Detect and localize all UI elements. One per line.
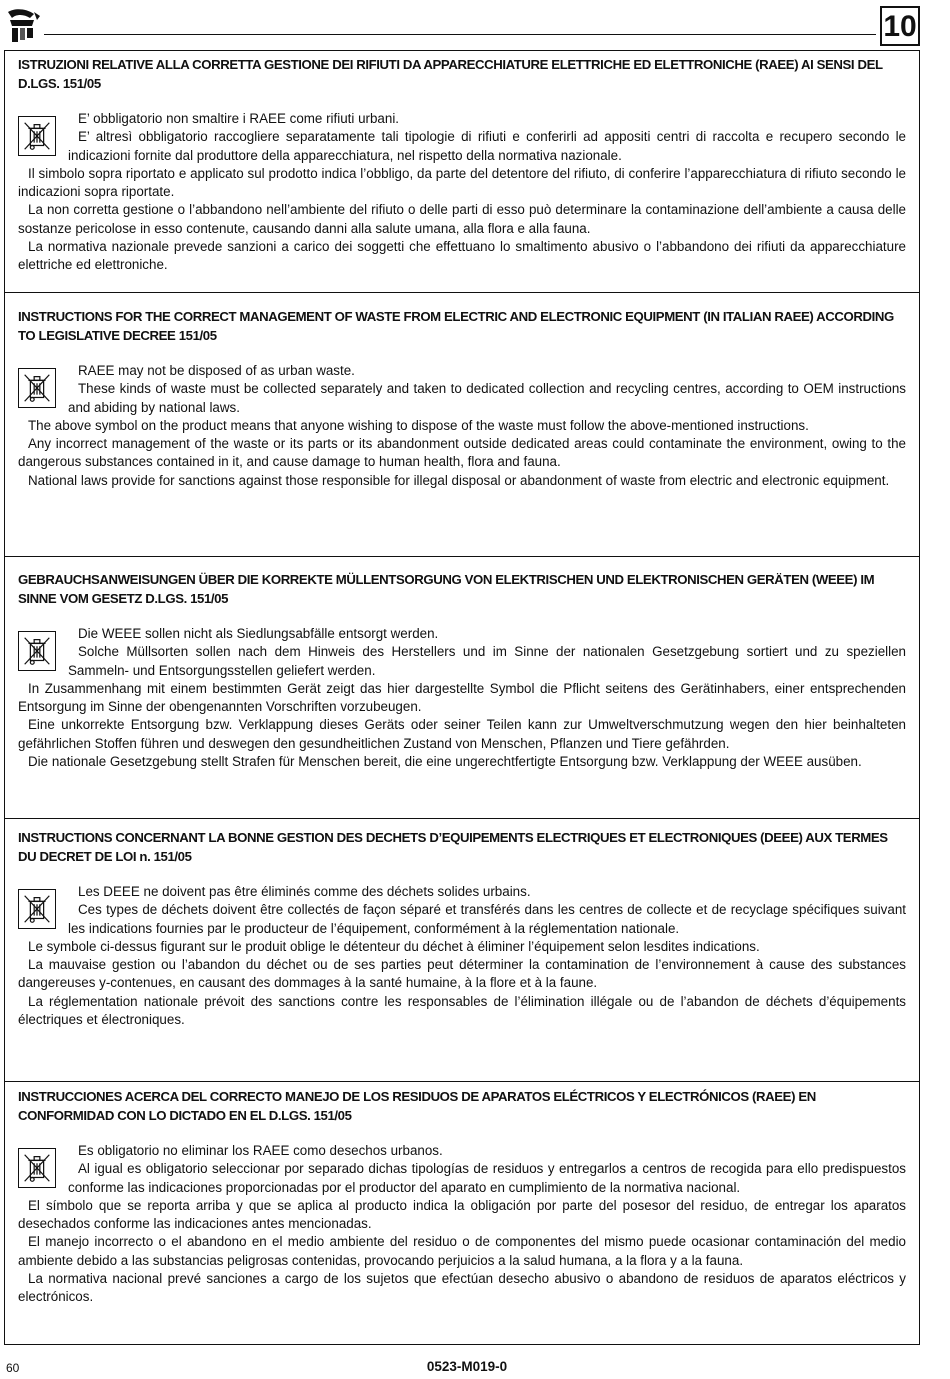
- header-rule: [44, 34, 876, 35]
- section-divider: [4, 556, 920, 557]
- crossed-bin-icon: [18, 368, 56, 408]
- document-code: 0523-M019-0: [426, 1359, 508, 1374]
- section-french: [4, 828, 920, 1029]
- crossed-bin-icon: [18, 631, 56, 671]
- lead-text: Solche Müllsorten sollen nach dem Hinweis des Herstellers und im Sinne der nationalen Gesetzgebung sortiert und zu speziellen Sammeln- und Entsorgungsstellen geliefert werden.: [68, 644, 906, 678]
- lead-text: E’ altresì obbligatorio raccogliere separatamente tali tipologie di rifiuti e conferirli ad appositi centri di raccolta e recupero secondo le indicazioni fornite dal produttore della apparecchiatura, nel rispetto della normativa nazionale.: [68, 129, 906, 163]
- paragraph: La non corretta gestione o l’abbandono nell’ambiente del rifiuto o delle parti di esso può determinare la contaminazione dell’ambiente a causa delle sostanze pericolose in esso contenute, causando danni alla salute umana, alla flora e alla fauna.: [18, 202, 906, 236]
- section-title: INSTRUCTIONS CONCERNANT LA BONNE GESTION DES DECHETS D’EQUIPEMENTS ELECTRIQUES ET ELECTRONIQUES (DEEE) AUX TERMES DU DECRET DE LOI n. 151/05: [18, 830, 888, 864]
- section-spanish: [4, 1087, 920, 1307]
- lead-text: Ces types de déchets doivent être collectés de façon séparé et transférés dans les centres de collecte et de recyclage spécifiques suivant les indications fournies par le producteur de l’équipement, conformément à la réglementation nationale.: [68, 902, 906, 936]
- lead-text: Les DEEE ne doivent pas être éliminés comme des déchets solides urbains.: [78, 884, 531, 899]
- paragraph: In Zusammenhang mit einem bestimmten Gerät zeigt das hier dargestellte Symbol die Pflicht seitens des Gerätinhabers, einer entsprechenden Entsorgung im Sinne der obengenannten Vorschriften vorzubeugen.: [18, 680, 906, 715]
- lead-text: E’ obbligatorio non smaltire i RAEE come rifiuti urbani.: [78, 111, 400, 126]
- paragraph: La mauvaise gestion ou l’abandon du déchet ou de ses parties peut déterminer la contamination de l’environnement à cause des substances dangereuses y-contenues, en causant des dommages à la santé humaine, à la flore et à la faune.: [18, 957, 906, 991]
- paragraph: National laws provide for sanctions against those responsible for illegal disposal or abandonment of waste from electric and electronic equipment.: [28, 472, 890, 488]
- section-title: GEBRAUCHSANWEISUNGEN ÜBER DIE KORREKTE MÜLLENTSORGUNG VON ELEKTRISCHEN UND ELEKTRONISCHEN GERÄTEN (WEEE) IM SINNE VOM GESETZ D.LGS. 151/05: [18, 572, 875, 606]
- section-german: [4, 570, 920, 771]
- paragraph: Any incorrect management of the waste or its parts or its abandonment outside dedicated areas could contaminate the environment, owing to the dangerous substances contained in it, and cause damage to human health, flora and fauna.: [18, 436, 906, 470]
- lead-text: These kinds of waste must be collected separately and taken to dedicated collection and recycling centres, according to OEM instructions and abiding by national laws.: [68, 381, 906, 415]
- paragraph: El símbolo que se reporta arriba y que se aplica al producto indica la obligación por parte del posesor del residuo, de entregar los aparatos desechados conforme las indicaciones antes mencionadas.: [18, 1197, 906, 1232]
- section-title: ISTRUZIONI RELATIVE ALLA CORRETTA GESTIONE DEI RIFIUTI DA APPARECCHIATURE ELETTRICHE ED ELETTRONICHE (RAEE) AI SENSI DEL D.LGS. 151/05: [18, 57, 883, 91]
- paragraph: La normativa nazionale prevede sanzioni a carico dei soggetti che effettuano lo smaltimento abusivo o l’abbandono dei rifiuti da apparecchiature elettriche ed elettroniche.: [18, 239, 906, 273]
- paragraph: La réglementation nationale prévoit des sanctions contre les responsables de l’élimination illégale ou de l’abandon de déchets d’équipements électriques et électroniques.: [18, 993, 906, 1028]
- crossed-bin-icon: [18, 889, 56, 929]
- lead-text: Es obligatorio no eliminar los RAEE como desechos urbanos.: [78, 1143, 443, 1158]
- brand-logo: [4, 6, 42, 46]
- section-divider: [4, 1081, 920, 1082]
- paragraph: Le symbole ci-dessus figurant sur le produit oblige le détenteur du déchet à éliminer l’équipement selon lesdites indications.: [28, 938, 760, 954]
- section-italian: [4, 55, 920, 275]
- page-number: 60: [6, 1361, 20, 1375]
- paragraph: Die nationale Gesetzgebung stellt Strafen für Menschen bereit, die eine ungerechtfertigte Entsorgung bzw. Verklappung der WEEE ausüben.: [28, 754, 862, 770]
- lead-text: Al igual es obligatorio seleccionar por separado dichas tipologías de residuos y entregarlos a centros de recogida para ello predispuestos conforme las indicaciones proporcionadas por el productor del aparato en cumplimiento de la normativa nacional.: [68, 1161, 906, 1195]
- paragraph: Eine unkorrekte Entsorgung bzw. Verklappung dieses Geräts oder seiner Teilen kann zur Umweltverschmutzung wegen den hier beinhalteten gefährlichen Stoffen führen und deswegen den gesundheitlichen Zustand von Menschen, Pflanzen und Tiere gefährden.: [18, 717, 906, 751]
- chapter-number: 10: [880, 6, 920, 46]
- section-english: [4, 307, 920, 490]
- paragraph: El manejo incorrecto o el abandono en el medio ambiente del residuo o de componentes del mismo puede ocasionar contaminación del medio ambiente debido a las substancias peligrosas contenidas, provocando perjuicios a la salud humana, a la flora y a la fauna.: [18, 1234, 906, 1268]
- section-divider: [4, 292, 920, 293]
- crossed-bin-icon: [18, 116, 56, 156]
- lead-text: RAEE may not be disposed of as urban waste.: [78, 363, 355, 378]
- section-divider: [4, 818, 920, 819]
- lead-text: Die WEEE sollen nicht als Siedlungsabfälle entsorgt werden.: [78, 626, 439, 641]
- section-title: INSTRUCCIONES ACERCA DEL CORRECTO MANEJO DE LOS RESIDUOS DE APARATOS ELÉCTRICOS Y ELECTRÓNICOS (RAEE) EN CONFORMIDAD CON LO DICTADO EN EL D.LGS. 151/05: [18, 1089, 816, 1123]
- paragraph: The above symbol on the product means that anyone wishing to dispose of the waste must follow the above-mentioned instructions.: [28, 417, 809, 433]
- section-title: INSTRUCTIONS FOR THE CORRECT MANAGEMENT OF WASTE FROM ELECTRIC AND ELECTRONIC EQUIPMENT (IN ITALIAN RAEE) ACCORDING TO LEGISLATIVE DECREE 151/05: [18, 309, 894, 343]
- crossed-bin-icon: [18, 1148, 56, 1188]
- paragraph: Il simbolo sopra riportato e applicato sul prodotto indica l’obbligo, da parte del detentore del rifiuto, di conferire l’apparecchiatura di rifiuto secondo le indicazioni sopra riportate.: [18, 165, 906, 200]
- paragraph: La normativa nacional prevé sanciones a cargo de los sujetos que efectúan desecho abusivo o abandono de residuos de aparatos eléctricos y electrónicos.: [18, 1271, 906, 1305]
